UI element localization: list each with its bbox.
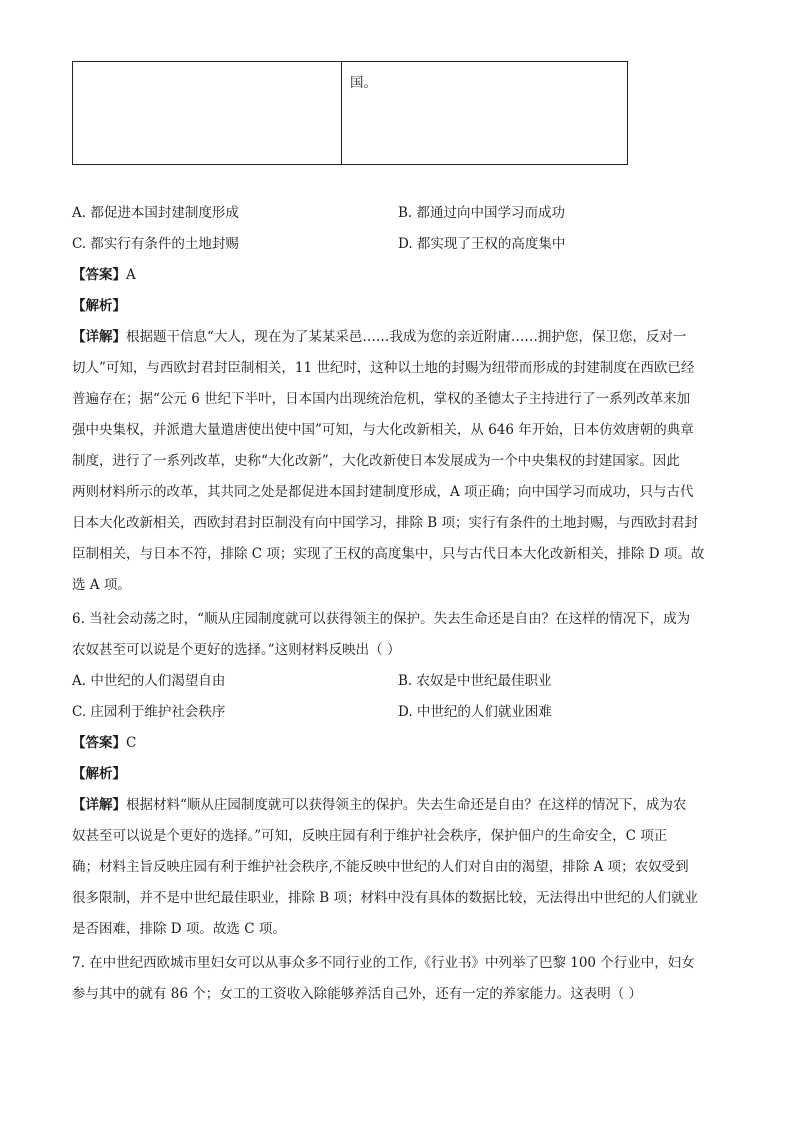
q6-option-d: D. 中世纪的人们就业困难 bbox=[398, 704, 552, 720]
q5-detail-line: 选 A 项。 bbox=[72, 577, 131, 593]
detail-tag: 【详解】 bbox=[72, 797, 126, 813]
detail-text: 根据材料“顺从庄园制度就可以获得领主的保护。失去生命还是自由？在这样的情况下，成为农 bbox=[126, 797, 687, 813]
q6-stem-line: 农奴甚至可以说是个更好的选择。”这则材料反映出（ ） bbox=[72, 642, 401, 658]
q5-detail-line: 两则材料所示的改革，其共同之处是都促进本国封建制度形成，A 项正确；向中国学习而成功，只与古代 bbox=[72, 484, 694, 500]
q6-option-c: C. 庄园利于维护社会秩序 bbox=[72, 704, 226, 720]
q5-detail-line bbox=[72, 327, 686, 347]
analysis-tag: 【解析】 bbox=[72, 766, 126, 782]
q5-option-c: C. 都实行有条件的土地封赐 bbox=[72, 236, 239, 252]
answer-value: C bbox=[126, 735, 137, 751]
q5-option-d: D. 都实现了王权的高度集中 bbox=[398, 236, 566, 252]
table-cell-right: 国。 bbox=[342, 62, 628, 165]
analysis-tag: 【解析】 bbox=[72, 298, 126, 314]
q5-detail-line: 臣制相关，与日本不符，排除 C 项；实现了王权的高度集中，只与古代日本大化改新相关，排除 D 项。故 bbox=[72, 546, 705, 562]
q5-detail-line: 切人”可知，与西欧封君封臣制相关，11 世纪时，这种以土地的封赐为纽带而形成的封建制度在西欧已经 bbox=[72, 360, 695, 376]
q5-option-b: B. 都通过向中国学习而成功 bbox=[398, 205, 566, 221]
table-cell-left bbox=[73, 62, 342, 165]
q6-detail-line: 是否困难，排除 D 项。故选 C 项。 bbox=[72, 921, 286, 937]
q6-detail-line bbox=[72, 795, 686, 815]
q6-analysis-tag bbox=[72, 764, 126, 784]
q5-option-a: A. 都促进本国封建制度形成 bbox=[72, 205, 239, 221]
q5-detail-line: 日本大化改新相关，西欧封君封臣制没有向中国学习，排除 B 项；实行有条件的土地封赐，与西欧封君封 bbox=[72, 515, 699, 531]
q5-detail-line: 普遍存在；据“公元 6 世纪下半叶，日本国内出现统治危机，掌权的圣德太子主持进行了一系列改革来加 bbox=[72, 391, 691, 407]
q5-answer bbox=[72, 265, 136, 285]
answer-value: A bbox=[126, 267, 136, 283]
answer-tag: 【答案】 bbox=[72, 267, 126, 283]
q6-answer bbox=[72, 733, 136, 753]
q5-analysis-tag bbox=[72, 296, 126, 316]
q5-detail-line: 强中央集权，并派遣大量遣唐使出使中国”可知，与大化改新相关，从 646 年开始，日本仿效唐朝的典章 bbox=[72, 422, 694, 438]
q6-stem-line: 6. 当社会动荡之时，“顺从庄园制度就可以获得领主的保护。失去生命还是自由？在这样的情况下，成为 bbox=[72, 611, 691, 627]
q5-detail-line: 制度，进行了一系列改革，史称“大化改新”，大化改新使日本发展成为一个中央集权的封建国家。因此 bbox=[72, 453, 680, 469]
q7-stem-line: 参与其中的就有 86 个；女工的工资收入除能够养活自己外，还有一定的养家能力。这表明（ ） bbox=[72, 986, 643, 1002]
q6-option-a: A. 中世纪的人们渴望自由 bbox=[72, 673, 226, 689]
q6-detail-line: 很多限制，并不是中世纪最佳职业，排除 B 项；材料中没有具体的数据比较，无法得出中世纪的人们就业 bbox=[72, 890, 699, 906]
q6-detail-line: 奴甚至可以说是个更好的选择。”可知，反映庄园有利于维护社会秩序，保护佃户的生命安全，C 项正 bbox=[72, 828, 668, 844]
q6-option-b: B. 农奴是中世纪最佳职业 bbox=[398, 673, 552, 689]
answer-tag: 【答案】 bbox=[72, 735, 126, 751]
q6-detail-line: 确；材料主旨反映庄园有利于维护社会秩序,不能反映中世纪的人们对自由的渴望，排除 A 项；农奴受到 bbox=[72, 859, 689, 875]
detail-tag: 【详解】 bbox=[72, 329, 126, 345]
material-table-fragment bbox=[72, 61, 628, 165]
q7-stem-line: 7. 在中世纪西欧城市里妇女可以从事众多不同行业的工作,《行业书》中列举了巴黎 100 个行业中，妇女 bbox=[72, 955, 695, 971]
detail-text: 根据题干信息“大人，现在为了某某采邑……我成为您的亲近附庸……拥护您，保卫您，反对一 bbox=[126, 329, 687, 345]
